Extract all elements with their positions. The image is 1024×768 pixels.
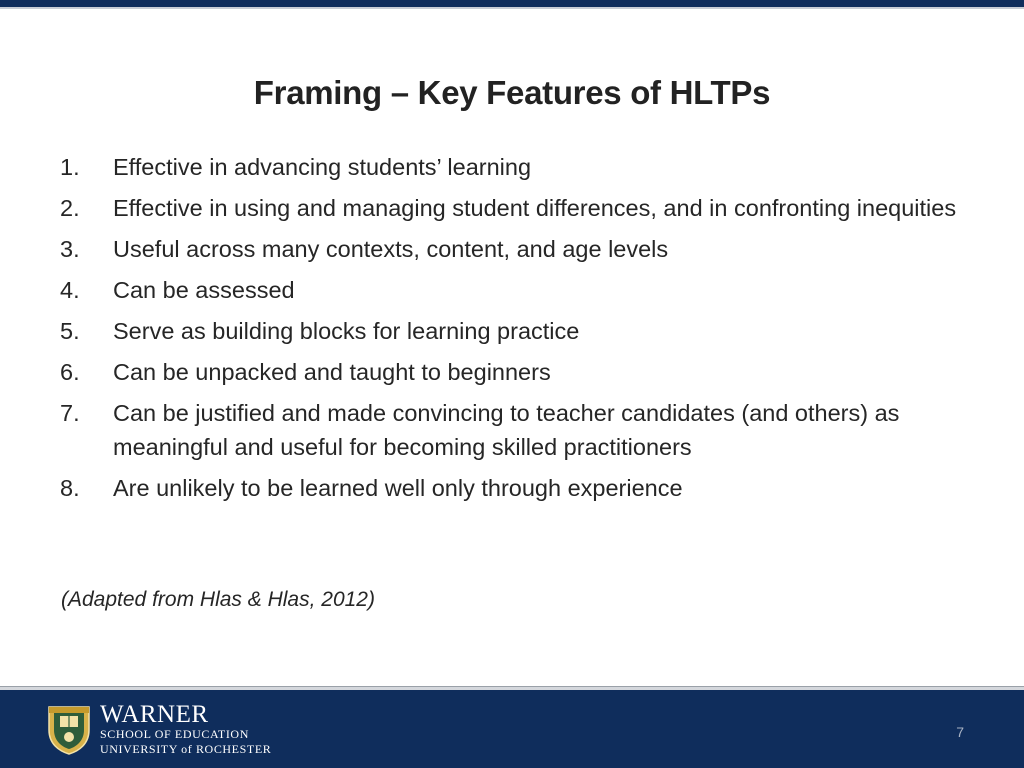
citation: (Adapted from Hlas & Hlas, 2012) [61, 588, 375, 611]
list-item [60, 314, 980, 348]
logo-title: WARNER [100, 701, 209, 728]
footer-bar [0, 690, 1024, 768]
feature-list [60, 150, 980, 512]
list-item-text: Can be assessed [113, 277, 295, 303]
list-item [60, 355, 980, 389]
list-item-number: 4. [60, 277, 80, 303]
university-crest-icon [46, 704, 92, 756]
list-item-text: Serve as building blocks for learning practice [113, 318, 580, 344]
list-item-text: Useful across many contexts, content, and age levels [113, 236, 669, 262]
list-item [60, 191, 980, 225]
list-item [60, 396, 980, 464]
list-item-text: Are unlikely to be learned well only through experience [113, 475, 683, 501]
warner-school-logo [46, 702, 271, 758]
list-item [60, 273, 980, 307]
list-item-number: 1. [60, 154, 80, 180]
list-item [60, 471, 980, 505]
list-item-number: 5. [60, 318, 80, 344]
list-item-text: Can be unpacked and taught to beginners [113, 359, 551, 385]
list-item-text: Can be justified and made convincing to teacher candidates (and others) as meaningful and useful for becoming skilled practitioners [113, 400, 900, 460]
logo-subtitle: SCHOOL OF EDUCATION [100, 727, 249, 741]
list-item [60, 232, 980, 266]
list-item-number: 8. [60, 475, 80, 501]
list-item-number: 3. [60, 236, 80, 262]
list-item-number: 6. [60, 359, 80, 385]
list-item [60, 150, 980, 184]
list-item-text: Effective in advancing students’ learning [113, 154, 532, 180]
list-item-number: 7. [60, 400, 80, 426]
list-item-text: Effective in using and managing student differences, and in confronting inequities [113, 195, 957, 221]
top-accent-bar [0, 0, 1024, 9]
slide-title: Framing – Key Features of HLTPs [253, 74, 771, 111]
logo-university: UNIVERSITY of ROCHESTER [100, 742, 272, 756]
page-number: 7 [956, 724, 964, 740]
list-item-number: 2. [60, 195, 80, 221]
